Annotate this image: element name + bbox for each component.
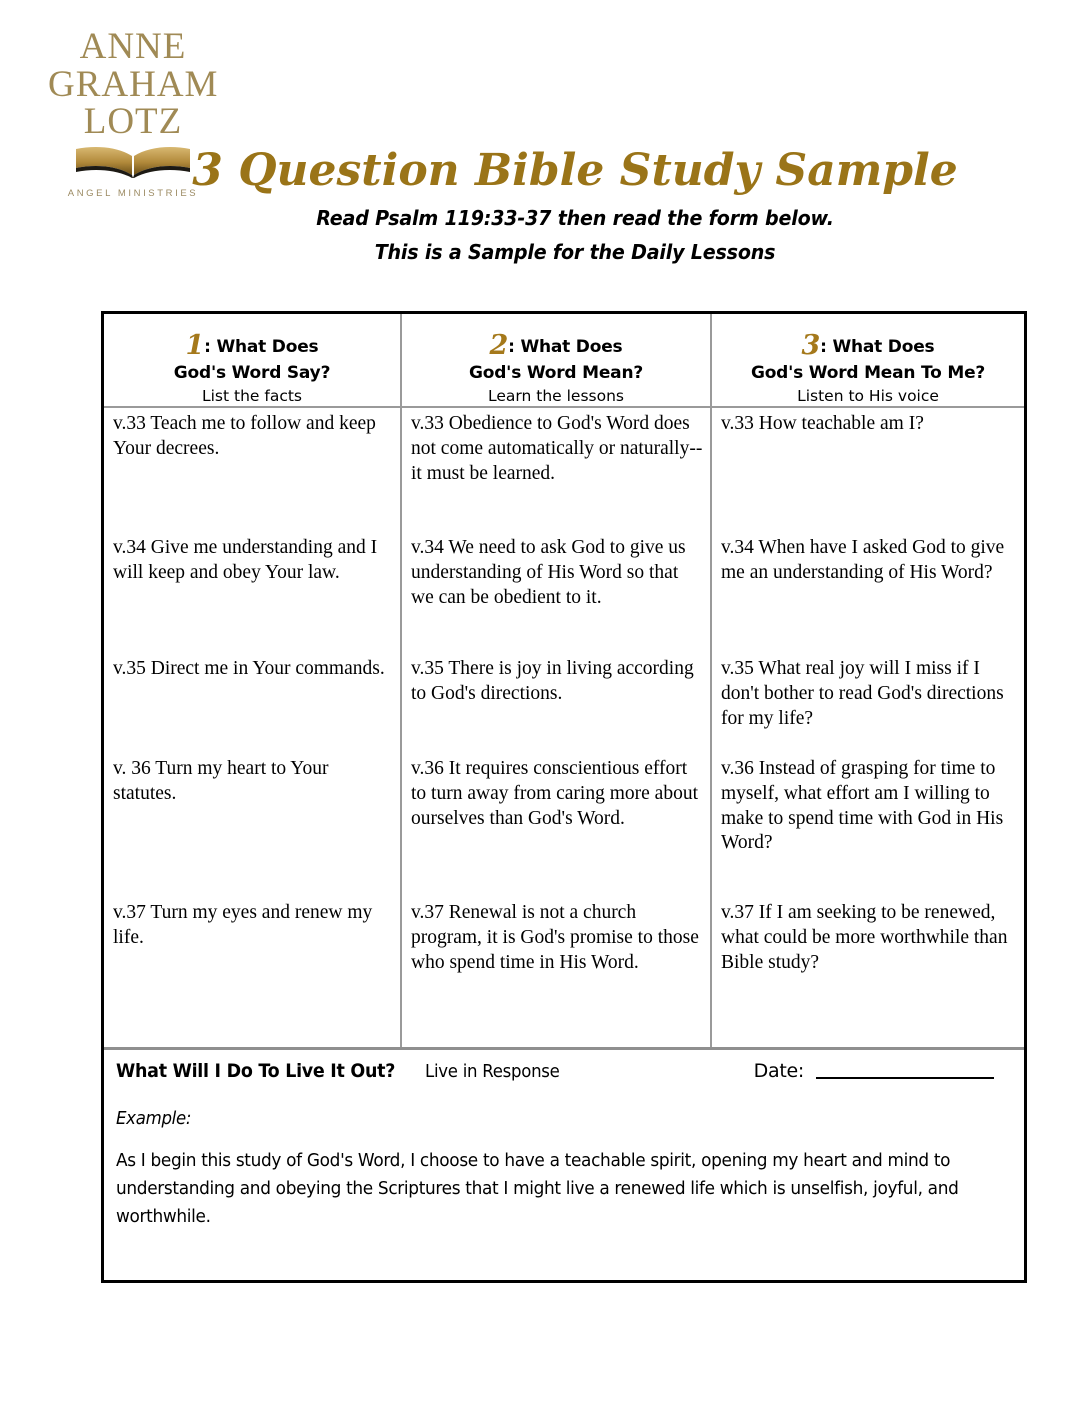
column-2-heading-line3: Learn the lessons xyxy=(488,386,624,405)
verse-cell-c3-v35: v.35 What real joy will I miss if I don't bother to read God's directions for my life? xyxy=(721,658,1004,729)
column-2-header xyxy=(402,314,710,408)
page-subtitle-secondary: This is a Sample for the Daily Lessons xyxy=(374,240,776,265)
verse-cell-c2-v34: v.34 We need to ask God to give us understanding of His Word so that we can be obedient to it. xyxy=(411,537,686,608)
question-column-3 xyxy=(710,314,1024,1047)
example-label: Example: xyxy=(116,1108,192,1129)
column-3-heading-line1 xyxy=(712,330,1024,362)
logo-line-graham: GRAHAM xyxy=(48,63,219,105)
verse-cell-c3-v37: v.37 If I am seeking to be renewed, what could be more worthwhile than Bible study? xyxy=(721,902,1008,973)
live-in-response-label: Live in Response xyxy=(425,1061,560,1082)
verse-cell-c3-v36: v.36 Instead of grasping for time to myself, what effort am I willing to make to spend time with God in His Word? xyxy=(721,758,1004,854)
column-2-body xyxy=(402,408,710,1047)
column-3-number: 3 xyxy=(801,330,821,361)
date-input[interactable] xyxy=(816,1076,994,1079)
question-column-2 xyxy=(400,314,710,1047)
date-label: Date: xyxy=(753,1060,804,1082)
column-1-heading-line2: God's Word Say? xyxy=(173,362,331,383)
verse-cell-c1-v34: v.34 Give me understanding and I will keep and obey Your law. xyxy=(113,537,378,583)
response-header-row xyxy=(116,1060,1012,1082)
verse-cell-c2-v35: v.35 There is joy in living according to God's directions. xyxy=(411,658,694,704)
page-title: 3 Question Bible Study Sample xyxy=(192,145,958,196)
date-field-group xyxy=(754,1060,1012,1082)
column-3-header xyxy=(712,314,1024,408)
column-2-heading-text1: : What Does xyxy=(508,337,623,357)
logo-line-lotz: LOTZ xyxy=(83,101,183,143)
logo-line-anne: ANNE xyxy=(79,26,187,67)
logo-tagline: ANGEL MINISTRIES xyxy=(67,188,199,200)
column-3-body xyxy=(712,408,1024,1047)
verse-cell-c1-v36: v. 36 Turn my heart to Your statutes. xyxy=(113,758,329,804)
column-1-number: 1 xyxy=(185,330,205,361)
response-section xyxy=(104,1047,1024,1231)
live-it-out-label: What Will I Do To Live It Out? xyxy=(116,1060,396,1082)
page-subtitle: Read Psalm 119:33-37 then read the form below. xyxy=(316,206,834,231)
verse-cell-c1-v33: v.33 Teach me to follow and keep Your decrees. xyxy=(113,413,376,459)
worksheet-frame xyxy=(101,311,1027,1283)
title-block xyxy=(180,145,970,265)
column-1-heading-line1 xyxy=(104,330,400,362)
verse-cell-c2-v33: v.33 Obedience to God's Word does not come automatically or naturally--it must be learned. xyxy=(411,413,703,484)
verse-cell-c3-v33: v.33 How teachable am I? xyxy=(721,413,924,434)
verse-cell-c1-v37: v.37 Turn my eyes and renew my life. xyxy=(113,902,373,948)
column-1-header xyxy=(104,314,400,408)
column-2-heading-line1 xyxy=(402,330,710,362)
question-grid xyxy=(104,314,1024,1047)
column-3-heading-line2: God's Word Mean To Me? xyxy=(750,362,986,383)
example-text: As I begin this study of God's Word, I choose to have a teachable spirit, opening my heart and mind to understanding and obeying the Scriptures that I might live a renewed life which is unselfish, joyful, and worthwhile. xyxy=(116,1150,959,1227)
verse-cell-c3-v34: v.34 When have I asked God to give me an understanding of His Word? xyxy=(721,537,1005,583)
column-1-heading-text1: : What Does xyxy=(204,337,319,357)
verse-cell-c1-v35: v.35 Direct me in Your commands. xyxy=(113,658,385,679)
column-1-body xyxy=(104,408,400,1047)
verse-cell-c2-v37: v.37 Renewal is not a church program, it is God's promise to those who spend time in His Word. xyxy=(411,902,699,973)
column-3-heading-line3: Listen to His voice xyxy=(797,386,939,405)
question-column-1 xyxy=(104,314,400,1047)
column-1-heading-line3: List the facts xyxy=(201,386,303,405)
column-2-heading-line2: God's Word Mean? xyxy=(468,362,644,383)
column-3-heading-text1: : What Does xyxy=(820,337,935,357)
column-2-number: 2 xyxy=(489,330,509,361)
verse-cell-c2-v36: v.36 It requires conscientious effort to turn away from caring more about ourselves than God's Word. xyxy=(411,758,698,829)
